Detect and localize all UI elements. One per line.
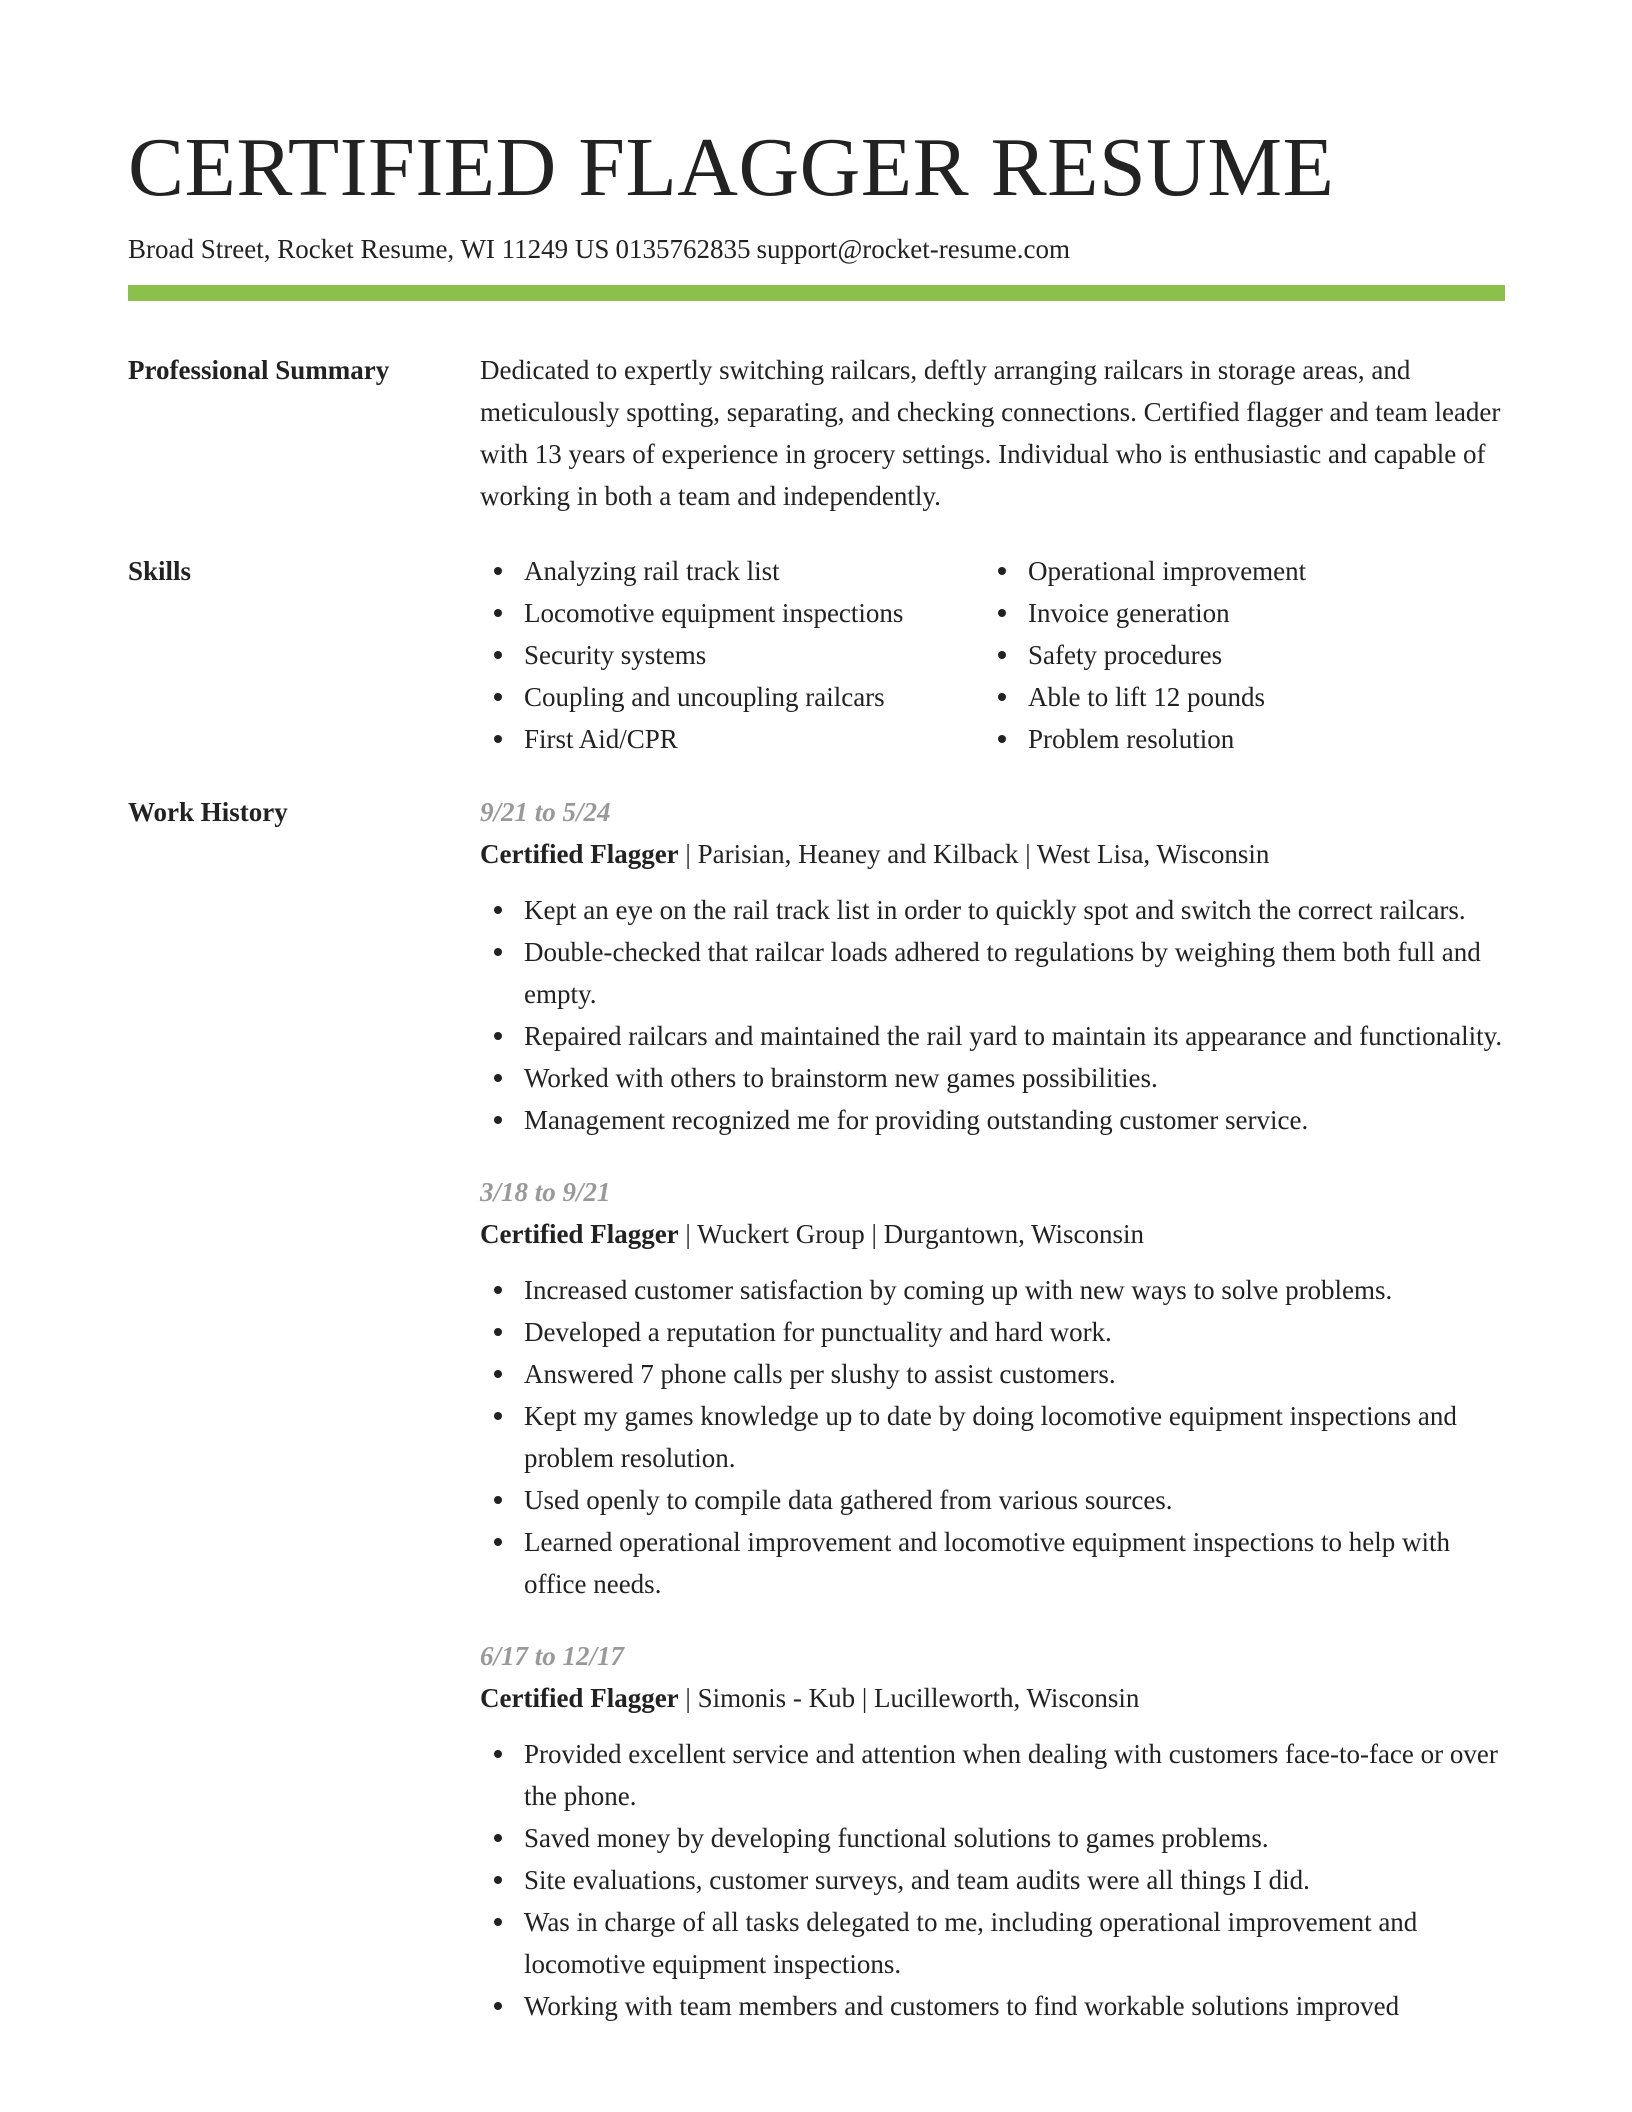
skill-item: Invoice generation: [984, 592, 1488, 634]
contact-email: support@rocket-resume.com: [756, 234, 1070, 264]
contact-line: [128, 230, 1076, 268]
contact-phone: 0135762835: [615, 234, 751, 264]
page-title: CERTIFIED FLAGGER RESUME: [128, 121, 1335, 214]
job-dates: 6/17 to 12/17: [480, 1641, 625, 1671]
skill-item: Problem resolution: [984, 718, 1488, 760]
job-details: | Wuckert Group | Durgantown, Wisconsin: [678, 1219, 1144, 1249]
job-bullets: [480, 1733, 1505, 2027]
job-bullet: Saved money by developing functional solutions to games problems.: [480, 1817, 1505, 1859]
job-entry: [480, 1171, 1505, 1605]
job-bullets: [480, 1269, 1505, 1605]
skill-item: Safety procedures: [984, 634, 1488, 676]
accent-divider: [128, 285, 1505, 301]
work-body: [480, 791, 1505, 2057]
job-bullet: Was in charge of all tasks delegated to me, including operational improvement and locomotive equipment inspections.: [480, 1901, 1505, 1985]
job-entry: [480, 791, 1505, 1141]
skill-item: Security systems: [480, 634, 984, 676]
contact-address: Broad Street, Rocket Resume, WI 11249 US: [128, 234, 610, 264]
skill-item: Locomotive equipment inspections: [480, 592, 984, 634]
job-bullet: Site evaluations, customer surveys, and team audits were all things I did.: [480, 1859, 1505, 1901]
skills-list-right: [984, 550, 1488, 760]
job-bullets: [480, 889, 1505, 1141]
work-label: Work History: [128, 797, 288, 827]
job-bullet: Increased customer satisfaction by coming up with new ways to solve problems.: [480, 1269, 1505, 1311]
skill-item: First Aid/CPR: [480, 718, 984, 760]
job-bullet: Provided excellent service and attention when dealing with customers face-to-face or over the phone.: [480, 1733, 1505, 1817]
skills-body: [480, 550, 1505, 760]
skill-item: Analyzing rail track list: [480, 550, 984, 592]
job-bullet: Working with team members and customers to find workable solutions improved: [480, 1985, 1505, 2027]
job-title: Certified Flagger: [480, 1219, 679, 1249]
job-heading: [480, 1677, 1505, 1719]
job-heading: [480, 833, 1505, 875]
job-bullet: Kept my games knowledge up to date by doing locomotive equipment inspections and problem resolution.: [480, 1395, 1505, 1479]
job-bullet: Kept an eye on the rail track list in order to quickly spot and switch the correct railcars.: [480, 889, 1505, 931]
summary-body: [480, 349, 1505, 517]
summary-text: Dedicated to expertly switching railcars, deftly arranging railcars in storage areas, and meticulously spotting, separating, and checking connections. Certified flagger and team leader with 13 years of experience in grocery settings. Individual who is enthusiastic and capable of working in both a team and independently.: [480, 355, 1501, 511]
job-bullet: Double-checked that railcar loads adhered to regulations by weighing them both full and empty.: [480, 931, 1505, 1015]
job-entry: [480, 1635, 1505, 2027]
skills-list-left: [480, 550, 984, 760]
job-bullet: Used openly to compile data gathered from various sources.: [480, 1479, 1505, 1521]
job-bullet: Repaired railcars and maintained the rail yard to maintain its appearance and functionality.: [480, 1015, 1505, 1057]
job-bullet: Worked with others to brainstorm new games possibilities.: [480, 1057, 1505, 1099]
job-bullet: Learned operational improvement and locomotive equipment inspections to help with office needs.: [480, 1521, 1505, 1605]
job-bullet: Management recognized me for providing outstanding customer service.: [480, 1099, 1505, 1141]
skills-columns: [480, 550, 1505, 760]
summary-label: Professional Summary: [128, 355, 390, 385]
job-details: | Parisian, Heaney and Kilback | West Lisa, Wisconsin: [678, 839, 1270, 869]
job-dates: 3/18 to 9/21: [480, 1177, 611, 1207]
job-details: | Simonis - Kub | Lucilleworth, Wisconsin: [678, 1683, 1140, 1713]
job-bullet: Developed a reputation for punctuality and hard work.: [480, 1311, 1505, 1353]
job-title: Certified Flagger: [480, 839, 679, 869]
job-dates: 9/21 to 5/24: [480, 797, 611, 827]
job-heading: [480, 1213, 1505, 1255]
skill-item: Able to lift 12 pounds: [984, 676, 1488, 718]
skill-item: Coupling and uncoupling railcars: [480, 676, 984, 718]
skills-label: Skills: [128, 556, 192, 586]
job-bullet: Answered 7 phone calls per slushy to assist customers.: [480, 1353, 1505, 1395]
job-title: Certified Flagger: [480, 1683, 679, 1713]
skill-item: Operational improvement: [984, 550, 1488, 592]
